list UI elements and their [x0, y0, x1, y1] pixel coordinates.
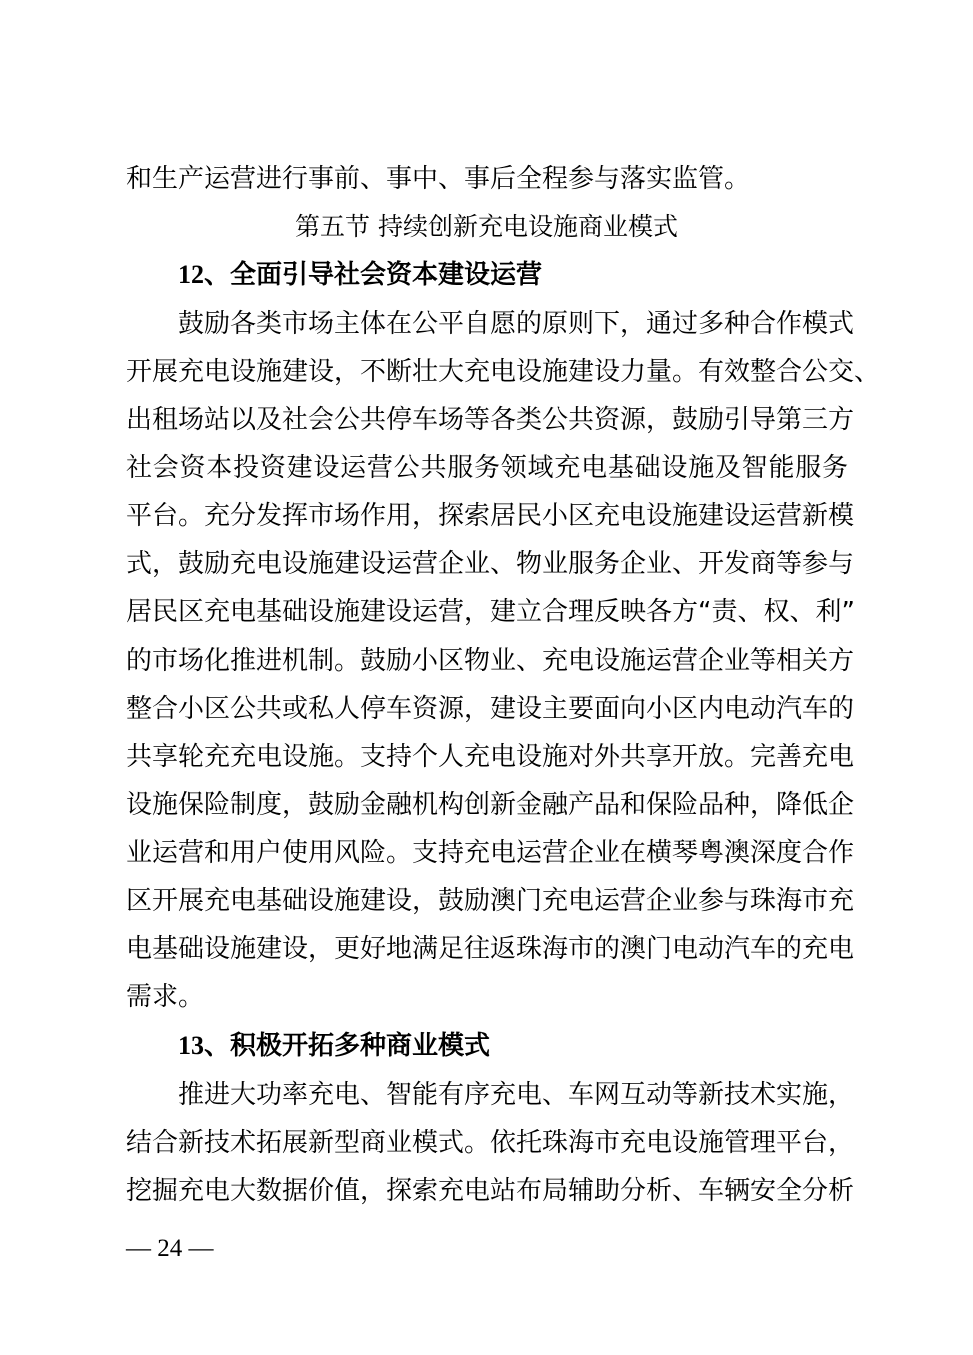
paragraph-12-line: 居民区充电基础设施建设运营，建立合理反映各方“责、权、利”	[126, 597, 855, 627]
heading-12-title: 、全面引导社会资本建设运营	[204, 260, 543, 290]
paragraph-12-line: 电基础设施建设，更好地满足往返珠海市的澳门电动汽车的充电	[126, 934, 855, 964]
paragraph-13-line: 挖掘充电大数据价值，探索充电站布局辅助分析、车辆安全分析	[126, 1176, 855, 1206]
paragraph-12-line: 式，鼓励充电设施建设运营企业、物业服务企业、开发商等参与	[126, 549, 855, 579]
heading-13	[178, 1030, 490, 1062]
heading-12-number: 12	[178, 260, 204, 289]
paragraph-12-line: 社会资本投资建设运营公共服务领域充电基础设施及智能服务	[126, 453, 848, 483]
heading-13-number: 13	[178, 1031, 204, 1060]
paragraph-12-line: 整合小区公共或私人停车资源，建设主要面向小区内电动汽车的	[126, 694, 855, 724]
paragraph-12-line: 平台。充分发挥市场作用，探索居民小区充电设施建设运营新模	[126, 501, 855, 531]
paragraph-12-line: 设施保险制度，鼓励金融机构创新金融产品和保险品种，降低企	[126, 790, 855, 820]
heading-13-title: 、积极开拓多种商业模式	[204, 1031, 491, 1061]
paragraph-12-line: 出租场站以及社会公共停车场等各类公共资源，鼓励引导第三方	[126, 405, 855, 435]
section-title: 第五节 持续创新充电设施商业模式	[295, 212, 678, 241]
page-number: — 24 —	[126, 1235, 214, 1262]
paragraph-12-line: 鼓励各类市场主体在公平自愿的原则下，通过多种合作模式	[178, 309, 855, 339]
paragraph-12-line: 的市场化推进机制。鼓励小区物业、充电设施运营企业等相关方	[126, 646, 855, 676]
paragraph-12-line: 开展充电设施建设，不断壮大充电设施建设力量。有效整合公交、	[126, 357, 881, 387]
paragraph-line-continued: 和生产运营进行事前、事中、事后全程参与落实监管。	[126, 164, 751, 194]
paragraph-12-line: 共享轮充充电设施。支持个人充电设施对外共享开放。完善充电	[126, 742, 855, 772]
paragraph-12-line: 业运营和用户使用风险。支持充电运营企业在横琴粤澳深度合作	[126, 838, 855, 868]
heading-12	[178, 259, 542, 291]
paragraph-13-line: 推进大功率充电、智能有序充电、车网互动等新技术实施，	[178, 1080, 855, 1110]
paragraph-12-line: 需求。	[126, 982, 205, 1012]
paragraph-13-line: 结合新技术拓展新型商业模式。依托珠海市充电设施管理平台，	[126, 1128, 855, 1158]
paragraph-12-line: 区开展充电基础设施建设，鼓励澳门充电运营企业参与珠海市充	[126, 886, 855, 916]
